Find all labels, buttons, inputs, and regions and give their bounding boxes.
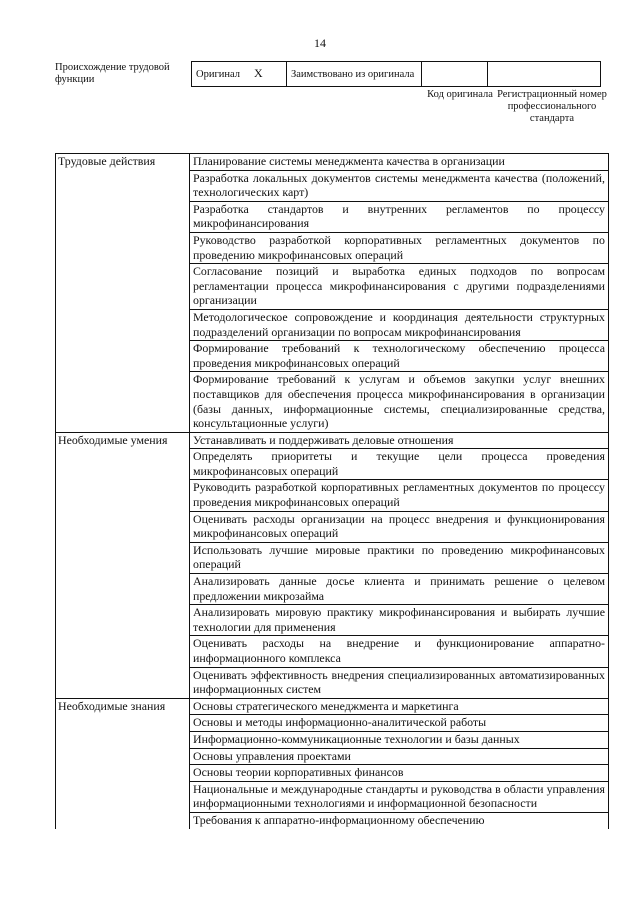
- table-cell: Руководить разработкой корпоративных регламентных документов по процессу проведения микрофинансовых операций: [190, 480, 609, 511]
- table-cell: Планирование системы менеджмента качества в организации: [190, 154, 609, 171]
- table-cell: Требования к аппаратно-информационному обеспечению: [190, 812, 609, 828]
- labor-function-table: [55, 153, 609, 829]
- table-cell: Национальные и международные стандарты и руководства в области управления информационными технологиями и информационной безопасности: [190, 781, 609, 812]
- table-cell: Разработка локальных документов системы менеджмента качества (положений, технологических карт): [190, 170, 609, 201]
- table-cell: Информационно-коммуникационные технологии и базы данных: [190, 731, 609, 748]
- table-cell: Устанавливать и поддерживать деловые отношения: [190, 432, 609, 449]
- table-row: [56, 698, 609, 715]
- code-cell: [422, 62, 488, 87]
- table-cell: Основы теории корпоративных финансов: [190, 765, 609, 782]
- original-label: Оригинал: [196, 69, 240, 80]
- table-cell: Формирование требований к технологическому обеспечению процесса проведения микрофинансовых операций: [190, 341, 609, 372]
- table-row: [56, 432, 609, 449]
- origin-label: Происхождение трудовой функции: [55, 62, 170, 85]
- code-caption: Код оригинала: [427, 89, 493, 100]
- table-cell: Оценивать расходы организации на процесс внедрения и функционирования микрофинансовых операций: [190, 511, 609, 542]
- page-number: 14: [314, 36, 326, 50]
- origin-table: [191, 61, 601, 87]
- table-cell: Руководство разработкой корпоративных регламентных документов по проведению микрофинансовых операций: [190, 232, 609, 263]
- original-mark: X: [254, 66, 263, 80]
- table-cell: Основы стратегического менеджмента и маркетинга: [190, 698, 609, 715]
- required-skills-heading: Необходимые умения: [56, 432, 190, 698]
- table-cell: Разработка стандартов и внутренних регламентов по процессу микрофинансирования: [190, 201, 609, 232]
- table-cell: Анализировать данные досье клиента и принимать решение о целевом предложении микрозайма: [190, 574, 609, 605]
- table-cell: Оценивать эффективность внедрения специализированных автоматизированных информационных систем: [190, 667, 609, 698]
- table-cell: Согласование позиций и выработка единых подходов по вопросам регламентации процесса микрофинансирования с другими подразделениями организации: [190, 264, 609, 310]
- table-cell: Основы и методы информационно-аналитической работы: [190, 715, 609, 732]
- table-cell: Формирование требований к услугам и объемов закупки услуг внешних поставщиков для обеспечения процесса микрофинансирования в организации (базы данных, информационные системы, специализированные средства, консультационные услуги): [190, 372, 609, 432]
- table-cell: Оценивать расходы на внедрение и функционирование аппаратно-информационного комплекса: [190, 636, 609, 667]
- original-cell: [192, 62, 287, 87]
- borrowed-cell: Заимствовано из оригинала: [287, 62, 422, 87]
- reg-number-cell: [488, 62, 601, 87]
- table-row: [56, 154, 609, 171]
- table-cell: Определять приоритеты и текущие цели процесса проведения микрофинансовых операций: [190, 449, 609, 480]
- table-cell: Методологическое сопровождение и координация деятельности структурных подразделений организации по вопросам микрофинансирования: [190, 309, 609, 340]
- table-cell: Основы управления проектами: [190, 748, 609, 765]
- table-cell: Использовать лучшие мировые практики по проведению микрофинансовых операций: [190, 542, 609, 573]
- required-knowledge-heading: Необходимые знания: [56, 698, 190, 828]
- reg-number-caption: Регистрационный номер профессионального стандарта: [497, 89, 607, 124]
- labor-actions-heading: Трудовые действия: [56, 154, 190, 433]
- table-cell: Анализировать мировую практику микрофинансирования и выбирать лучшие технологии для применения: [190, 605, 609, 636]
